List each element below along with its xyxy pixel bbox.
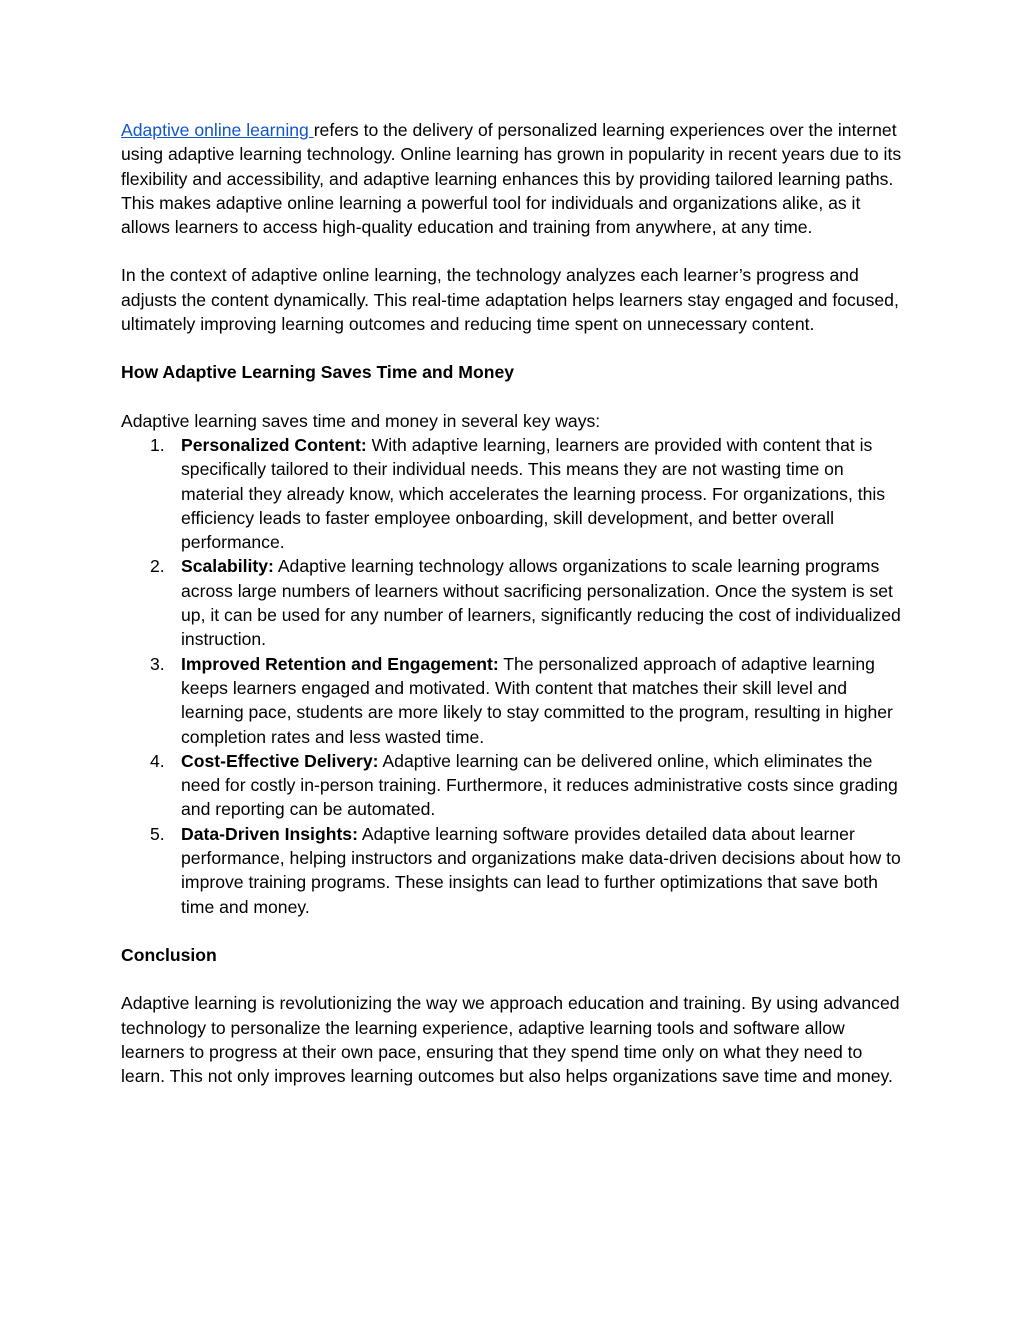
list-item-term: Scalability: <box>181 556 274 577</box>
list-item-number: 5. <box>150 823 165 844</box>
list-item <box>121 749 911 822</box>
list-item-text: Adaptive learning can be delivered online, which eliminates the need for costly in-person training. Furthermore, it reduces administrative costs since grading and reporting can be automated. <box>181 750 898 820</box>
list-item-text: Adaptive learning technology allows organizations to scale learning programs across large numbers of learners without sacrificing personalization. Once the system is set up, it can be used for any number of learners, significantly reducing the cost of individualized instruction. <box>181 556 901 650</box>
list-item <box>121 652 911 749</box>
list-item <box>121 433 911 554</box>
savings-list <box>121 433 911 919</box>
section-lead-paragraph: Adaptive learning saves time and money in several key ways: <box>121 410 601 431</box>
list-item-number: 3. <box>150 653 165 674</box>
adaptive-online-learning-link[interactable]: Adaptive online learning <box>121 120 314 140</box>
list-item-number: 1. <box>150 434 165 455</box>
list-item-text: With adaptive learning, learners are provided with content that is specifically tailored to their individual needs. This means they are not wasting time on material they already know, which accelerates the learning process. For organizations, this efficiency leads to faster employee onboarding, skill development, and better overall performance. <box>181 434 886 553</box>
list-item-text: The personalized approach of adaptive learning keeps learners engaged and motivated. With content that matches their skill level and learning pace, students are more likely to stay committed to the program, resulting in higher completion rates and less wasted time. <box>181 653 893 747</box>
list-item-term: Data-Driven Insights: <box>181 823 358 844</box>
list-item-number: 4. <box>150 750 165 771</box>
list-item <box>121 554 911 651</box>
context-paragraph: In the context of adaptive online learning, the technology analyzes each learner’s progress and adjusts the content dynamically. This real-time adaptation helps learners stay engaged and focused, ultimately improving learning outcomes and reducing time spent on unnecessary content. <box>121 265 899 335</box>
intro-paragraph <box>121 118 911 239</box>
list-item-text: Adaptive learning software provides detailed data about learner performance, helping instructors and organizations make data-driven decisions about how to improve training programs. These insights can lead to further optimizations that save both time and money. <box>181 823 901 917</box>
list-item-term: Cost-Effective Delivery: <box>181 750 379 771</box>
document-page <box>121 118 911 1088</box>
list-item <box>121 822 911 919</box>
section-heading-savings: How Adaptive Learning Saves Time and Money <box>121 362 515 383</box>
intro-text: refers to the delivery of personalized learning experiences over the internet using adaptive learning technology. Online learning has grown in popularity in recent years due to its flexibility and accessibility, and adaptive learning enhances this by providing tailored learning paths. This makes adaptive online learning a powerful tool for individuals and organizations alike, as it allows learners to access high-quality education and training from anywhere, at any time. <box>121 120 902 238</box>
conclusion-paragraph: Adaptive learning is revolutionizing the way we approach education and training. By using advanced technology to personalize the learning experience, adaptive learning tools and software allow learners to progress at their own pace, ensuring that they spend time only on what they need to learn. This not only improves learning outcomes but also helps organizations save time and money. <box>121 993 900 1087</box>
conclusion-heading: Conclusion <box>121 944 217 965</box>
list-item-number: 2. <box>150 556 165 577</box>
list-item-term: Improved Retention and Engagement: <box>181 653 499 674</box>
list-item-term: Personalized Content: <box>181 434 367 455</box>
